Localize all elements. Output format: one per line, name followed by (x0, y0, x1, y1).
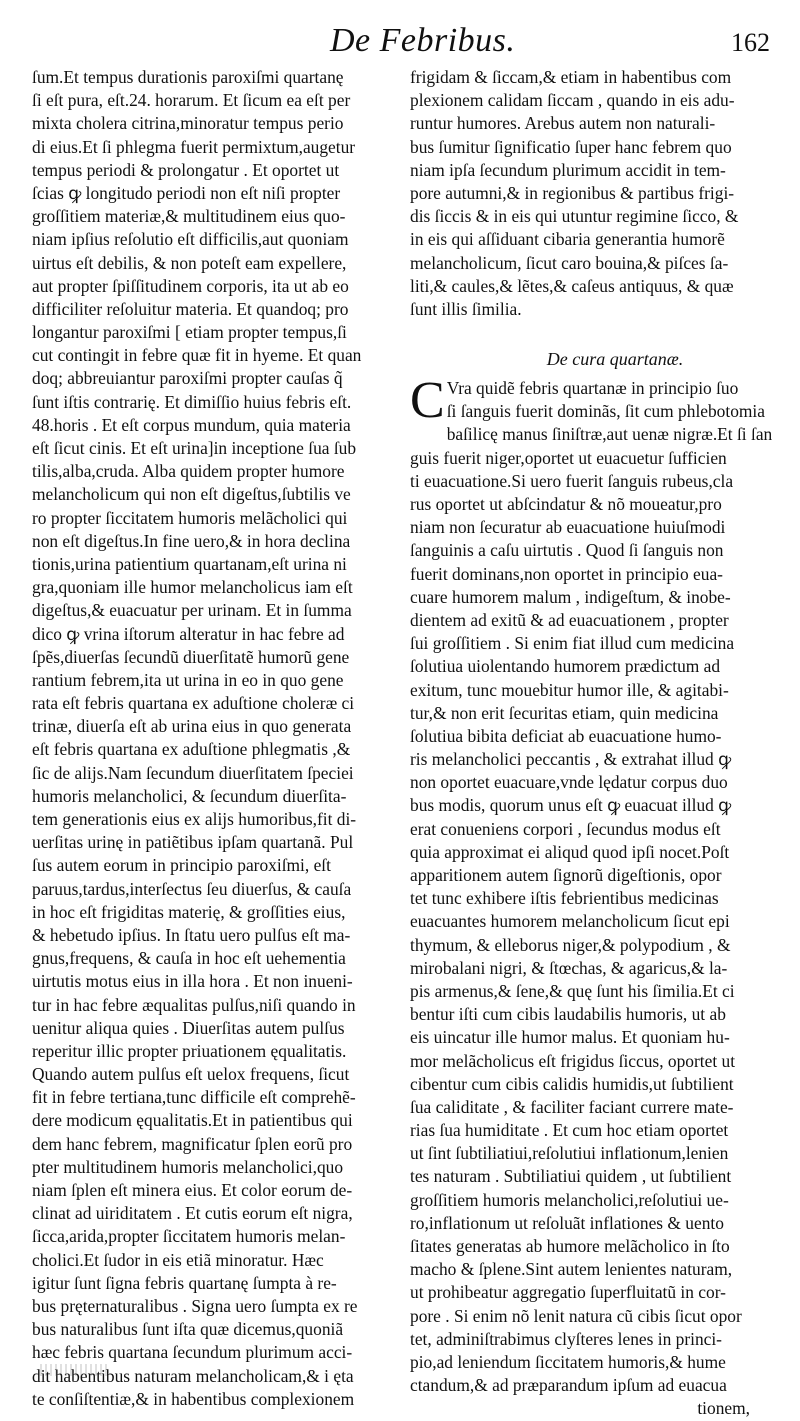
text-line: tem generationis eius ex alijs humoribus,fit di- (32, 809, 357, 829)
text-line: fit in febre tertiana,tunc difficile eſt comprehẽ- (32, 1087, 356, 1108)
right-text-column (410, 66, 780, 1421)
library-stamp-mark (40, 1364, 110, 1376)
text-line: uirtutis motus eius in illa hora . Et non inueni- (32, 971, 353, 992)
text-line: ut prohibeatur aggregatio ſuperfluitatũ in cor- (410, 1282, 726, 1303)
catchword: tionem, (697, 1398, 750, 1419)
text-line: cuare humorem malum , indigeſtum, & inobe- (410, 586, 731, 607)
text-line: hæc febris quartana ſecundum plurimum acci- (32, 1342, 353, 1363)
text-line: ſcias ꝙ longitudo periodi non eſt niſi propter (32, 182, 341, 203)
text-line: guis fuerit niger,oportet ut euacuetur ſufficien (410, 447, 727, 468)
left-text-column (32, 66, 384, 1411)
text-line: pio,ad leniendum ſiccitatem humoris,& hume (410, 1351, 726, 1372)
text-line: macho & ſplene.Sint autem lenientes naturam, (410, 1259, 733, 1280)
text-line: ris melancholici peccantis , & extrahat illud ꝙ (410, 749, 732, 770)
drop-cap-letter: C (410, 372, 445, 430)
text-line: ſitates generatas ab humore melãcholico in ſto (410, 1236, 730, 1256)
text-line: trinæ, diuerſa eſt ab urina eius in quo generata (32, 716, 352, 737)
text-line: ſus autem eorum in principio paroxiſmi, eſt (32, 855, 331, 876)
text-line: ſua caliditate , & faciliter faciant currere mate- (410, 1096, 734, 1117)
text-line: dere modicum ęqualitatis.Et in patientibus qui (32, 1110, 353, 1131)
text-line: pter multitudinem humoris melancholici,quo (32, 1156, 344, 1177)
text-line: gra,quoniam ille humor melancholicus iam eſt (32, 577, 353, 598)
text-line: Quando autem pulſus eſt uelox frequens, ſicut (32, 1064, 350, 1085)
text-line: cut contingit in febre quæ fit in hyeme. Et quan (32, 345, 362, 366)
text-line: tilis,alba,cruda. Alba quidem propter humore (32, 461, 345, 482)
text-line: non oportet euacuare,vnde lędatur corpus duo (410, 772, 728, 793)
text-line: tet tunc exhibere iſtis febrientibus medicinas (410, 888, 719, 909)
text-line: niam ipſius reſolutio eſt difficilis,aut quoniam (32, 229, 349, 250)
text-line: frigidam & ſiccam,& etiam in habentibus com (410, 67, 732, 87)
text-line: dem hanc febrem, magnificatur ſplen eorũ pro (32, 1133, 353, 1154)
text-line: mirobalani nigri, & ſtœchas, & agaricus,& la- (410, 957, 728, 978)
text-line: eſt ſicut cinis. Et eſt urina]in inceptione ſua ſub (32, 438, 357, 458)
section-heading: De cura quartanæ. (546, 349, 684, 370)
text-line: niam ſplen eſt minera eius. Et color eorum de- (32, 1180, 353, 1200)
text-line: tionis,urina patientium quartanam,eſt urina ni (32, 553, 347, 574)
text-line: ſicca,arida,propter ſiccitatem humoris melan- (32, 1226, 346, 1247)
text-line: Vra quidẽ febris quartanæ in principio ſuo (446, 378, 739, 399)
text-line: ſunt iſtis contrarię. Et dimiſſio huius febris eſt. (32, 391, 352, 412)
text-line: melancholicum, ſicut caro bouina,& piſces ſa- (410, 252, 729, 273)
text-line: ctandum,& ad præparandum ipſum ad euacua (410, 1375, 727, 1396)
text-line: bus pręternaturalibus . Signa uero ſumpta ex re (32, 1295, 358, 1316)
text-line: dico ꝙ vrina iſtorum alteratur in hac febre ad (32, 623, 345, 644)
text-line: niam ipſa ſecundum plurimum accidit in tem- (410, 159, 726, 180)
text-line: gnus,frequens, & cauſa in hoc eſt uehementia (32, 948, 346, 969)
text-line: tur in hac febre æqualitas pulſus,niſi quando in (32, 994, 356, 1015)
text-line: mor melãcholicus eſt frigidus ſiccus, oportet ut (410, 1050, 736, 1071)
text-line: pore . Si enim nõ lenit natura cũ cibis ſicut opor (410, 1305, 742, 1326)
text-line: mixta cholera citrina,minoratur tempus perio (32, 113, 344, 134)
text-line: rantium febrem,ita ut urina in eo in quo gene (32, 669, 344, 690)
text-line: ut ſint ſubtiliatiui,reſolutiui inflationum,lenien (410, 1143, 729, 1164)
text-line: rus oportet ut abſcindatur & nõ moueatur,pro (410, 494, 722, 514)
running-head: De Febribus. (330, 22, 516, 59)
text-line: ſunt illis ſimilia. (410, 298, 522, 319)
text-line: fuerit dominans,non oportet in principio eua- (410, 563, 723, 584)
text-line: uerſitas urinę in patiẽtibus ipſam quartanã. Pul (32, 832, 354, 853)
text-line: & hebetudo ipſius. In ſtatu uero pulſus eſt ma- (32, 924, 351, 945)
text-line: groſſitiem materiæ,& multitudinem eius quo- (32, 206, 346, 227)
text-line: aut propter ſpiſſitudinem corporis, ita ut ab eo (32, 275, 349, 296)
text-line: tempus periodi & prolongatur . Et oportet ut (32, 159, 340, 180)
text-line: clinat ad uiriditatem . Et cutis eorum eſt nigra, (32, 1203, 353, 1224)
text-line: tet, adminiſtrabimus clyſteres lenes in princi- (410, 1328, 722, 1349)
text-line: exitum, tunc mouebitur humor ille, & agitabi- (410, 679, 729, 700)
text-line: plexionem calidam ſiccam , quando in eis adu- (410, 90, 735, 111)
text-line: eſt febris quartana ex aduſtione phlegmatis ,& (32, 739, 351, 760)
text-line: digeſtus,& euacuatur per urinam. Et in ſumma (32, 600, 352, 621)
text-line: tes naturam . Subtiliatiui quidem , ut ſubtilient (410, 1166, 732, 1187)
text-line: melancholicum qui non eſt digeſtus,ſubtilis ve (32, 484, 351, 505)
cura-paragraph (410, 372, 780, 1397)
text-line: cibentur cum cibis calidis humidis,ut ſubtilient (410, 1073, 734, 1094)
text-line: bentur iſti cum cibis laudabilis humoris, ut ab (410, 1004, 726, 1025)
text-line: pis armenus,& ſene,& quę ſunt his ſimilia.Et ci (410, 980, 735, 1001)
text-line: ſi ſanguis fuerit dominãs, ſit cum phlebotomia (446, 401, 765, 422)
text-line: dit habentibus naturam melancholicam,& i ęta (32, 1365, 354, 1386)
text-line: difficiliter reſoluitur materia. Et quandoq; pro (32, 298, 349, 319)
text-line: ro,inflationum ut reſoluãt inflationes & uento (410, 1212, 724, 1233)
text-line: igitur ſunt ſigna febris quartanę ſumpta à re- (32, 1272, 337, 1293)
text-line: bus ſumitur ſignificatio ſuper hanc febrem quo (410, 136, 732, 157)
text-line: pore autumni,& in regionibus & partibus frigi- (410, 182, 735, 203)
text-line: bus modis, quorum unus eſt ꝙ euacuat illud ꝙ (410, 795, 732, 816)
page-number: 162 (731, 28, 770, 57)
page-header (0, 18, 800, 66)
text-line: baſilicę manus ſiniſtræ,aut uenæ nigræ.Et ſi ſan (446, 424, 773, 445)
text-line: ſui groſſitiem . Si enim fiat illud cum medicina (410, 633, 735, 654)
text-line: 48.horis . Et eſt corpus mundum, quia materia (32, 414, 351, 435)
text-line: non eſt digeſtus.In fine uero,& in hora declina (32, 530, 351, 551)
text-line: thymum, & elleborus niger,& polypodium , & (410, 934, 731, 955)
text-line: rata eſt febris quartana ex aduſtione choleræ ci (32, 693, 355, 714)
right-column-body (410, 372, 780, 1397)
text-line: cholici.Et ſudor in eis etiã minoratur. Hæc (32, 1249, 324, 1270)
text-line: bus naturalibus ſunt iſta quæ dicemus,quoniã (32, 1319, 344, 1340)
text-line: apparitionem autem ſignorũ digeſtionis, opor (410, 865, 722, 885)
text-line: niam non ſecuratur ab euacuatione huiuſmodi (410, 517, 726, 538)
text-line: rias ſua humiditate . Et cum hoc etiam oportet (410, 1120, 729, 1141)
text-line: in hoc eſt frigiditas materię, & groſſities eius, (32, 901, 346, 922)
text-line: ſi eſt pura, eſt.24. horarum. Et ſicum ea eſt per (32, 90, 351, 111)
text-line: humoris melancholici, & ſecundum diuerſita- (32, 785, 347, 806)
text-line: ti euacuatione.Si uero fuerit ſanguis rubeus,cla (410, 470, 734, 491)
text-line: uenitur aliqua quies . Diuerſitas autem pulſus (32, 1017, 345, 1038)
text-line: tur,& non erit ſecuritas etiam, quin medicina (410, 702, 719, 723)
text-line: di eius.Et ſi phlegma fuerit permixtum,augetur (32, 136, 356, 157)
text-line: in eis qui aſſiduant cibaria generantia humorẽ (410, 229, 725, 250)
text-line: ſolutiua uiolentando humorem prædictum ad (410, 656, 721, 677)
text-line: te conſiſtentiæ,& in habentibus complexionem (32, 1388, 355, 1409)
text-line: ſanguinis a caſu uirtutis . Quod ſi ſanguis non (410, 540, 724, 561)
right-column-top-paragraph (410, 66, 780, 321)
text-line: runtur humores. Arebus autem non naturali- (410, 113, 716, 134)
text-line: eis uincatur ille humor malus. Et quoniam hu- (410, 1027, 730, 1048)
text-line: liti,& caules,& lẽtes,& caſeus antiquus, & quæ (410, 275, 734, 296)
text-line: doq; abbreuiantur paroxiſmi propter cauſas q̃ (32, 368, 343, 389)
text-line: ſic de alijs.Nam ſecundum diuerſitatem ſpeciei (32, 762, 354, 783)
text-line: dis ſiccis & in eis qui utuntur regimine ſicco, & (410, 206, 739, 227)
text-line: ſolutiua bibita deficiat ab euacuatione humo- (410, 725, 722, 746)
text-line: ſum.Et tempus durationis paroxiſmi quartanę (32, 67, 344, 87)
text-line: paruus,tardus,interſectus ſeu diuerſus, & cauſa (32, 878, 352, 899)
text-line: dientem ad exitũ & ad euacuationem , propter (410, 609, 729, 630)
text-line: reperitur illic propter priuationem ęqualitatis. (32, 1040, 347, 1061)
text-line: longantur paroxiſmi [ etiam propter tempus,ſi (32, 322, 347, 343)
text-line: erat conueniens corpori , ſecundus modus eſt (410, 818, 721, 839)
text-line: ſpẽs,diuerſas ſecundũ diuerſitatẽ humorũ gene (32, 646, 350, 667)
text-line: uirtus eſt debilis, & non poteſt eam expellere, (32, 252, 347, 273)
text-line: groſſitiem humoris melancholici,reſolutiui ue- (410, 1189, 729, 1210)
text-line: euacuantes humorem melancholicum ſicut epi (410, 911, 730, 932)
text-line: quia approximat ei aliqud quod ipſi nocet.Poſt (410, 841, 730, 862)
text-line: ro propter ſiccitatem humoris melãcholici qui (32, 507, 348, 528)
